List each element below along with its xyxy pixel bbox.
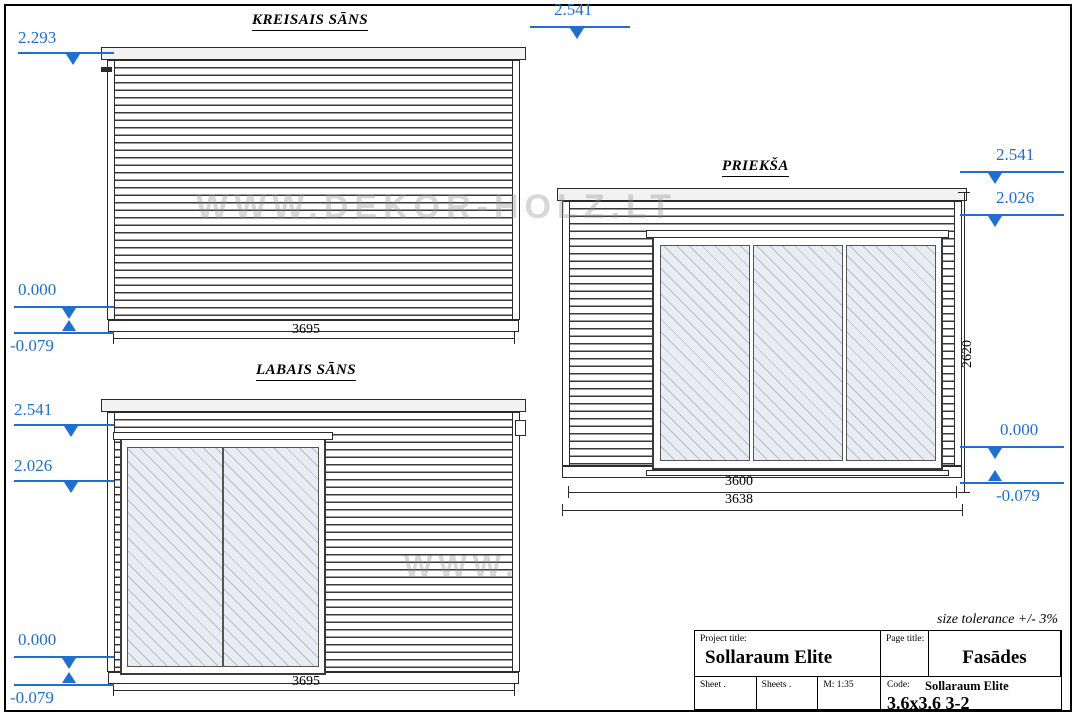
code-line2: 3.6x3.6 3-2 [887,693,970,713]
level-arrow-front-below [988,470,1002,481]
dim-tick-front-c [562,504,563,516]
level-arrow-right-2026 [64,482,78,493]
dim-tick-left-b [514,332,515,344]
level-bar-front-zero [960,446,1064,448]
code-cell [881,677,1061,711]
dim-tick-front-b [956,486,957,498]
scale-label: M: 1:35 [823,680,854,690]
level-marker-2541-top [530,0,630,60]
watermark-primary: WWW.DEKOR-HOLZ.LT [196,188,677,226]
sheet-info-subgrid [695,677,880,711]
level-label-right-below: -0.079 [10,688,54,707]
page-title-value: Fasādes [962,647,1027,668]
window-glass-front-3 [846,245,936,461]
dim-line-front-outer [562,510,962,511]
level-marker-front-2026 [960,188,1064,224]
window-glass-right-1 [127,447,223,667]
level-bar-left-below [14,332,114,334]
window-glass-right-2 [223,447,319,667]
level-label-front-2026: 2.026 [996,188,1035,207]
wall-body-left [113,60,514,320]
level-label-left-below: -0.079 [10,336,54,355]
level-marker-front-zero [960,420,1064,454]
page-title-value-cell [929,631,1060,676]
level-marker-right-zero [14,630,114,662]
project-title-cell [695,631,881,677]
corner-trim-right-2 [512,412,520,672]
window-head-trim-right [113,432,333,440]
level-label-right-2026: 2.026 [14,456,53,475]
dim-line-front-inner [568,492,956,493]
dim-text-right-width: 3695 [292,674,320,689]
level-bar-front-below [960,482,1064,484]
sheets-cell [757,677,819,711]
sheets-label: Sheets . [761,680,792,690]
view-title-prieksa: PRIEKŠA [722,158,789,177]
level-label-right-2541: 2.541 [14,400,53,419]
dim-tick-right-b [514,684,515,696]
level-arrow-left-below [62,320,76,331]
corner-trim-front-1 [562,201,570,466]
project-title-label: Project title: [700,634,747,644]
level-label-front-2541: 2.541 [996,145,1035,164]
roof-slab-front [557,188,967,201]
level-arrow-right-below [62,672,76,683]
level-arrow-right-2541 [64,426,78,437]
level-label-front-zero: 0.000 [1000,420,1039,439]
sheet-cell [695,677,757,711]
dim-line-right-width [113,690,514,691]
window-head-trim-front [646,230,949,238]
level-bar-front-2541 [960,171,1064,173]
view-title-labais-sans: LABAIS SĀNS [256,362,356,381]
dim-text-left-width: 3695 [292,322,320,337]
level-arrow-front-2026 [988,216,1002,227]
level-arrow-2293 [66,54,80,65]
level-arrow-right-zero [62,658,76,669]
level-arrow-2541-top [570,28,584,39]
level-label-2541-top: 2.541 [554,0,593,19]
level-marker-front-below [960,468,1064,512]
wall-fixture-right [515,420,526,436]
level-label-front-below: -0.079 [996,486,1040,505]
level-marker-right-below [10,670,114,714]
watermark-secondary: WWW. [404,550,520,583]
level-label-2293: 2.293 [18,28,57,47]
dim-text-front-outer: 3638 [725,492,753,507]
level-marker-left-zero [14,280,114,310]
page-title-label: Page title: [886,634,925,644]
page-title-cell [881,631,1061,677]
tolerance-note: size tolerance +/- 3% [936,612,1058,627]
dim-tick-front-a [568,486,569,498]
level-marker-right-2026 [14,456,114,490]
level-label-right-zero: 0.000 [18,630,57,649]
level-bar-right-below [14,684,114,686]
window-glass-front-1 [660,245,750,461]
sheet-label: Sheet . [700,680,726,690]
scale-cell [818,677,880,711]
view-title-kreisais-sans: KREISAIS SĀNS [252,12,368,31]
level-arrow-front-2541 [988,173,1002,184]
roof-slab-right [101,399,526,412]
dim-text-front-inner: 3600 [725,474,753,489]
level-bar-front-2026 [960,214,1064,216]
sheet-info-cell [695,677,881,711]
level-marker-front-2541 [960,145,1064,181]
level-label-left-zero: 0.000 [18,280,57,299]
code-line1: Sollaraum Elite [925,679,1009,693]
dim-line-left-width [113,338,514,339]
page-title-label-cell [881,631,929,676]
level-marker-2293 [18,28,114,84]
window-sill-front [646,470,949,476]
title-block [694,630,1062,713]
project-title-value: Sollaraum Elite [705,647,833,668]
level-marker-right-2541 [14,400,114,434]
corner-trim-left-2 [512,60,520,320]
roof-slab-left [101,47,526,60]
level-arrow-front-zero [988,448,1002,459]
window-glass-front-2 [753,245,843,461]
code-label: Code: [887,680,910,690]
dim-text-front-height: 2620 [960,340,975,368]
